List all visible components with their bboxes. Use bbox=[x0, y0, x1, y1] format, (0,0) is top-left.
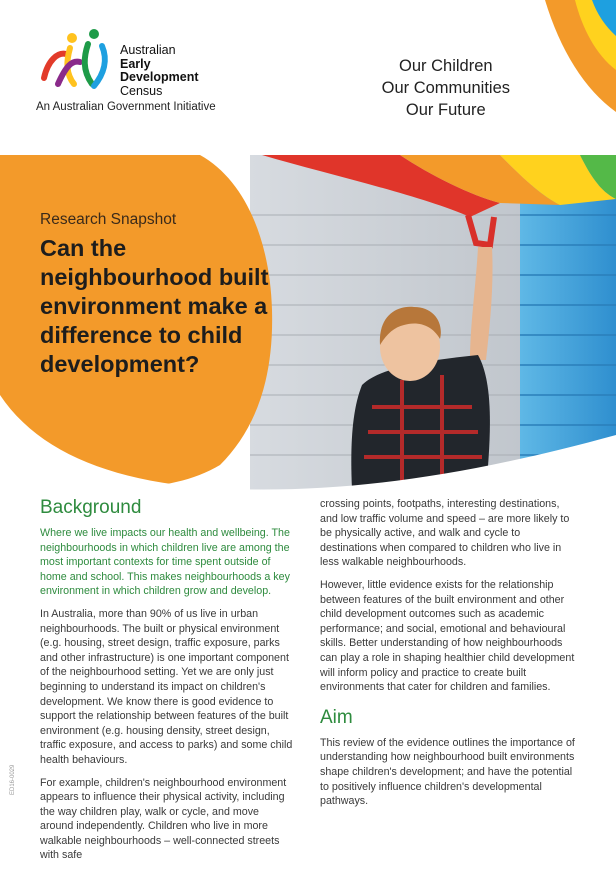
logo-line-3: Development bbox=[120, 70, 199, 84]
left-column bbox=[40, 497, 293, 871]
document-code: ED16-0029 bbox=[10, 764, 16, 795]
logo-wordmark bbox=[120, 44, 199, 98]
right-column bbox=[320, 497, 577, 817]
continued-paragraph-1: crossing points, footpaths, interesting destinations, and low traffic volume and speed – are more likely to be physically active, and walk and cycle to destinations when compared to children who live in less walkable neighbourhoods. bbox=[320, 498, 570, 569]
tagline-line-2: Our Communities bbox=[381, 79, 510, 97]
aedc-logo bbox=[36, 26, 236, 122]
logo-line-2: Early bbox=[120, 56, 151, 71]
logo-subtitle: An Australian Government Initiative bbox=[36, 101, 216, 113]
research-snapshot-label: Research Snapshot bbox=[40, 211, 177, 228]
background-paragraph-1: In Australia, more than 90% of us live in urban neighbourhoods. The built or physical environment (e.g. housing, street design, traffic exposure, parks and other infrastructure) is one important component of the neighbourhood setting. Yet we are only just beginning to understand its impact on children's development. We know there is good evidence to support the relationship between features of the built environment (e.g. housing density, street design, traffic exposure, and access to parks) and some child health behaviours. bbox=[40, 607, 293, 766]
aedc-logo-figures-icon bbox=[36, 26, 116, 96]
logo-line-1: Australian bbox=[120, 43, 176, 57]
continued-paragraph-2: However, little evidence exists for the relationship between features of the built environment and other child development outcomes such as academic performance; and social, emotional and behavioural skills. Better understanding of how neighbourhoods can play a role in shaping healthier child development will inform policy and practice to create built environments that cater for children and families. bbox=[320, 578, 575, 694]
background-paragraph-2: For example, children's neighbourhood environment appears to influence their physical activity, including the way children play, walk or cycle, and move around independently. Children who live in more walkable neighbourhoods – well-connected streets with safe bbox=[40, 776, 287, 862]
aim-text: This review of the evidence outlines the importance of understanding how neighbourhood built environments shape children's development; and have the potential to positively influence children's developmental pathways. bbox=[320, 736, 575, 808]
tagline bbox=[382, 55, 510, 121]
tagline-line-3: Our Future bbox=[405, 101, 486, 119]
background-heading: Background bbox=[40, 497, 142, 518]
logo-line-4: Census bbox=[120, 83, 163, 98]
background-intro: Where we live impacts our health and wellbeing. The neighbourhoods in which children live are among the most important contexts for time spent outside of home and school. This makes neighbourhoods a key environment in which children grow and develop. bbox=[40, 527, 290, 598]
page-title: Can the neighbourhood built environment make a difference to child development? bbox=[40, 235, 269, 377]
aim-heading: Aim bbox=[320, 706, 353, 728]
tagline-line-1: Our Children bbox=[399, 57, 493, 75]
